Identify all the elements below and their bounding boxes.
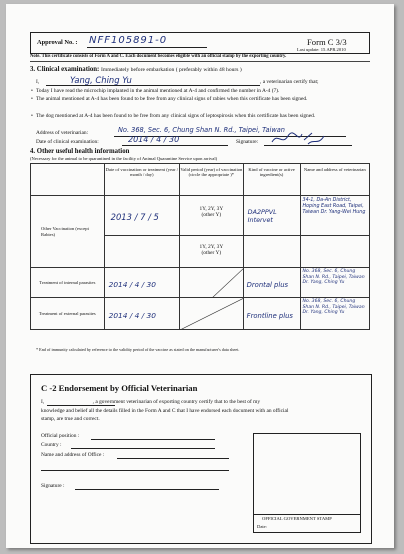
- header-blank-cell: [31, 164, 105, 196]
- section3-bullet-1: • Today I have read the microchip implanted in the animal mentioned at A-4 and confirmed the number in A-4 (7).: [31, 88, 280, 94]
- exam-date-value: 2014 / 4 / 30: [128, 135, 180, 144]
- vet-name-value: Yang, Ching Yu: [70, 75, 132, 85]
- approval-underline: [87, 47, 207, 48]
- form-label: Form C 3/3: [307, 37, 347, 47]
- certificate-page: [6, 4, 394, 548]
- valid-period-other: (other Y): [201, 250, 222, 257]
- cell-date: [104, 196, 179, 236]
- official-stamp-box: [253, 433, 361, 533]
- valid-period-other: (other Y): [201, 212, 222, 219]
- approval-number: NFF105891-0: [89, 35, 168, 46]
- table-row: [31, 268, 370, 298]
- column-header-valid: [180, 164, 244, 196]
- office-line-1[interactable]: [117, 458, 229, 459]
- na-diagonal: [180, 268, 244, 298]
- cell-date: [104, 236, 179, 268]
- column-header-date-text: Date of vaccination or treatment (year / month / day): [105, 167, 179, 178]
- cell-valid-period-na: [180, 298, 244, 330]
- endorsement-para-1: I, , a government veterinarian of exporting country certify that to the best of my: [41, 399, 261, 405]
- cell-vet-name-address: [300, 298, 369, 330]
- cell-valid-period-na: [180, 268, 244, 298]
- column-header-kind-text: Kind of vaccine or active ingredient(s): [248, 167, 295, 178]
- vet-name-line: [46, 85, 260, 86]
- vet-address-label: Address of veterinarian:: [36, 130, 89, 136]
- country-line[interactable]: [71, 448, 215, 449]
- treatment-kind: Frontline plus: [246, 311, 293, 320]
- column-header-vet: [300, 164, 369, 196]
- official-position-label: Official position :: [41, 433, 80, 439]
- valid-period-options: 1Y, 2Y, 3Y: [199, 206, 224, 212]
- cell-date: [104, 268, 179, 298]
- treatment-date: 2014 / 4 / 30: [108, 310, 156, 320]
- section4-footnote: * End of immunity calculated by reference to the validity period of the vaccine as stated on the manufacturer's data sheet.: [36, 347, 240, 352]
- endorsement-signature-line[interactable]: [75, 489, 219, 490]
- official-position-line[interactable]: [91, 439, 215, 440]
- row-label-text: Other Vaccination (except Rabies): [41, 226, 89, 237]
- treatment-vet: No. 368, Sec. 6, Chung Shan N. Rd., Taipei, Taiwan Dr. Yang, Ching Yu: [302, 299, 365, 316]
- column-header-valid-text: Valid period (year) of vaccination (circle the appropriate )*: [180, 167, 243, 178]
- signature-label: Signature:: [236, 139, 259, 145]
- endorsement-title: C -2 Endorsement by Official Veterinarian: [41, 383, 198, 393]
- section4-title: 4. Other useful health information: [30, 148, 130, 155]
- cell-vet-name-address: [300, 196, 369, 236]
- section3-title: [30, 66, 242, 73]
- vaccine-vet: 34-1, Da-An District, Hoping East Road, Taipei, Taiwan Dr. Yang-Wei Hung: [302, 198, 366, 215]
- stamp-divider: [254, 514, 360, 515]
- cell-valid-period: [180, 196, 244, 236]
- vaccine-kind: DA2PPVL Intervet: [247, 207, 277, 224]
- section3-bullet-3: • The dog mentioned at A-4 has been found to be free from any clinical signs of leptospirosis when this certificate has been signed.: [31, 113, 316, 119]
- vaccination-date: 2013 / 7 / 5: [110, 211, 159, 222]
- valid-period-options: 1Y, 2Y, 3Y: [199, 244, 224, 250]
- bullet-1-text: Today I have read the microchip implanted in the animal mentioned at A-4 and confirmed the number in A-4 (7).: [36, 88, 280, 94]
- cell-vaccine-kind: [243, 298, 300, 330]
- approval-label: Approval No. :: [37, 39, 78, 46]
- vet-certify-text: , a veterinarian certify that;: [260, 79, 319, 85]
- note-rule: [30, 61, 370, 62]
- exam-date-label: Date of clinical examination:: [36, 139, 99, 145]
- table-row: [31, 196, 370, 236]
- stamp-date-label: Date:: [257, 524, 267, 529]
- country-label: Country :: [41, 442, 62, 448]
- cell-vaccine-kind: [243, 236, 300, 268]
- na-diagonal: [180, 298, 244, 330]
- cell-vaccine-kind: [243, 268, 300, 298]
- treatment-date: 2014 / 4 / 30: [108, 279, 156, 289]
- bullet-3-text: The dog mentioned at A-4 has been found to be free from any clinical signs of leptospirosis when this certificate has been signed.: [36, 113, 316, 119]
- section3-bullet-2: • The animal mentioned at A-4 has been found to be free from any clinical signs of rabies when this certificate has been signed.: [31, 96, 308, 102]
- endorsement-para-3: stamp, are true and correct.: [41, 416, 100, 422]
- row-label-external-parasites: [31, 298, 105, 330]
- section3-heading-suffix: Immediately before embarkation ( preferably within 48 hours ): [101, 67, 242, 73]
- table-row: [31, 298, 370, 330]
- bullet-2-text: The animal mentioned at A-4 has been found to be free from any clinical signs of rabies when this certificate has been signed.: [36, 96, 308, 102]
- treatment-kind: Drontal plus: [246, 280, 289, 289]
- cell-vet-name-address: [300, 236, 369, 268]
- stamp-label: OFFICIAL GOVERNMENT STAMP: [262, 516, 332, 521]
- vet-address-value: No. 368, Sec. 6, Chung Shan N. Rd., Taipei, Taiwan: [118, 126, 285, 134]
- cell-vaccine-kind: [243, 196, 300, 236]
- cell-date: [104, 298, 179, 330]
- endorsement-section: [30, 374, 372, 544]
- vaccination-table: [30, 163, 370, 330]
- row-label-other-vaccination: [31, 196, 105, 268]
- endorsement-para-2: knowledge and belief all the details filled in the Form A and C that I have endorsed each document with an official: [41, 408, 289, 414]
- section4-subtitle: (Necessary for the animal to be quarantined in the facility of Animal Quarantine Service upon arrival): [30, 156, 218, 161]
- office-line-2[interactable]: [41, 470, 229, 471]
- last-update: Last update: 15.APR.2010: [297, 47, 346, 52]
- row-label-text: Treatment of external parasites: [38, 310, 96, 316]
- endorsement-name-line: [47, 405, 115, 406]
- office-label: Name and address of Office :: [41, 452, 105, 458]
- row-label-text: Treatment of internal parasites: [39, 279, 96, 285]
- certificate-note: Note. This certificate consists of Form A and C. Each document becomes eligible with an official stamp by the exporting country.: [30, 54, 287, 59]
- section3-heading: 3. Clinical examination:: [30, 66, 100, 73]
- column-header-date: [104, 164, 179, 196]
- treatment-vet: No. 368, Sec. 6, Chung Shan N. Rd., Taipei, Taiwan Dr. Yang, Ching Yu: [302, 269, 365, 286]
- signature-line: [264, 145, 352, 146]
- cell-vet-name-address: [300, 268, 369, 298]
- column-header-kind: [243, 164, 300, 196]
- endorsement-signature-label: Signature :: [41, 483, 65, 489]
- vet-i-label: I,: [36, 79, 40, 85]
- column-header-vet-text: Name and address of veterinarian: [303, 167, 366, 172]
- approval-box: [30, 32, 370, 54]
- row-label-internal-parasites: [31, 268, 105, 298]
- table-header-row: [31, 164, 370, 196]
- exam-date-line: [122, 145, 228, 146]
- cell-valid-period: [180, 236, 244, 268]
